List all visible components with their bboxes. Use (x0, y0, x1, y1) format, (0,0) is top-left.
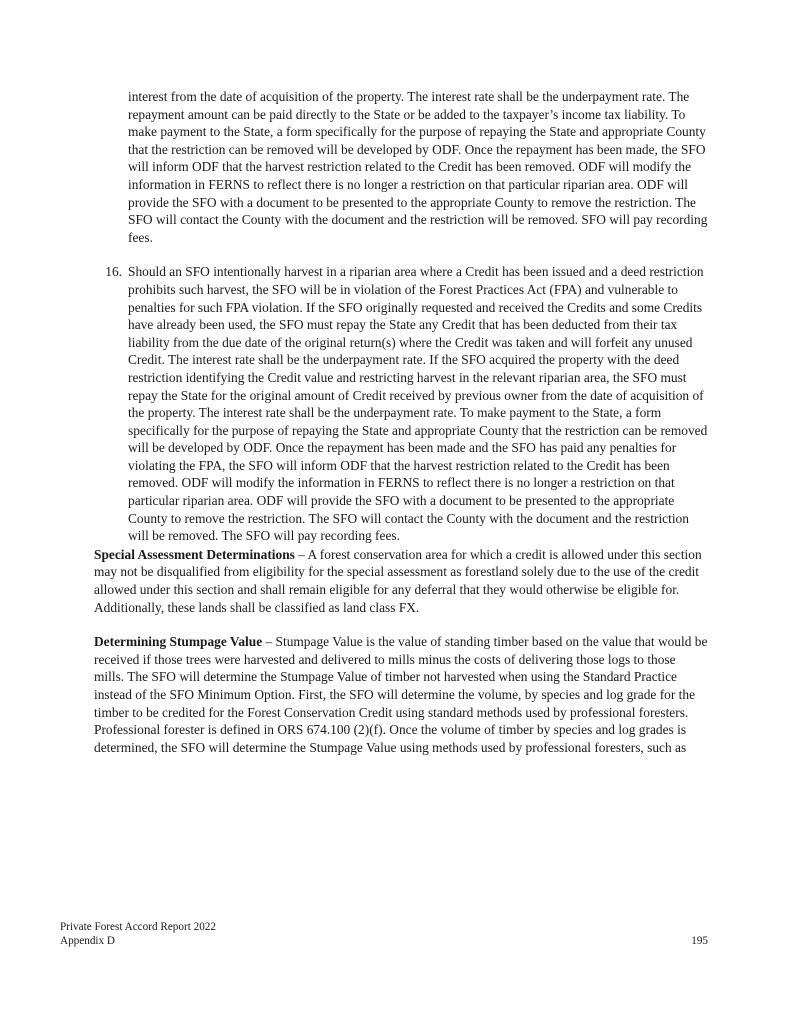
section-heading: Special Assessment Determinations (94, 546, 295, 562)
item-15-continuation: interest from the date of acquisition of the property. The interest rate shall be the underpayment rate. The repayment amount can be paid directly to the State or be added to the taxpayer’s income tax liability. To make payment to the State, a form specifically for the purpose of repaying the State and appropriate County that the restriction can be removed will be developed by ODF. Once the repayment has been made, the SFO will inform ODF that the harvest restriction related to the Credit has been removed. ODF will modify the information in FERNS to reflect there is no longer a restriction on that particular riparian area. ODF will provide the SFO with a document to be presented to the appropriate County to remove the restriction. The SFO will contact the County with the document and the restriction will be removed. SFO will pay recording fees. (128, 89, 708, 245)
list-item-number: 16. (105, 264, 122, 280)
page-number: 195 (691, 935, 708, 947)
footer-appendix: Appendix D (60, 935, 115, 947)
section-text: – A forest conservation area for which a credit is allowed under this section may not be disqualified from eligibility for the special assessment as forestland solely due to the use of the credit allowed under this section and shall remain eligible for any deferral that they would otherwise be eligible for. Additionally, these lands shall be classified as land class FX. (94, 546, 702, 615)
list-item-text: Should an SFO intentionally harvest in a riparian area where a Credit has been issued and a deed restriction prohibits such harvest, the SFO will be in violation of the Forest Practices Act (FPA) and vulnerable to penalties for such FPA violation. If the SFO originally requested and received the Credits and some Credits have already been used, the SFO must repay the State any Credit that has been deducted from their tax liability from the due date of the original return(s) where the Credit was taken and will forfeit any unused Credit. The interest rate shall be the underpayment rate. If the SFO acquired the property with the deed restriction identifying the Credit value and restricting harvest in the relevant riparian area, the SFO must repay the State for the original amount of Credit received by previous owner from the date of acquisition of the property. The interest rate shall be the underpayment rate. To make payment to the State, a form specifically for the purpose of repaying the State and appropriate County that the restriction can be removed will be developed by ODF. Once the repayment has been made and the SFO has paid any penalties for violating the FPA, the SFO will inform ODF that the harvest restriction related to the Credit has been removed. ODF will modify the information in FERNS to reflect there is no longer a restriction on that particular riparian area. ODF will provide the SFO with a document to be presented to the appropriate County to remove the restriction. The SFO will contact the County with the document and the restriction will be removed. The SFO will pay recording fees. (128, 264, 708, 544)
list-item-16 (94, 263, 708, 545)
stumpage-value-section (94, 633, 708, 756)
footer-report-title: Private Forest Accord Report 2022 (60, 921, 216, 933)
section-text: – Stumpage Value is the value of standing timber based on the value that would be received if those trees were harvested and delivered to mills minus the costs of delivering those logs to those mills. The SFO will determine the Stumpage Value of timber not harvested when using the Standard Practice instead of the SFO Minimum Option. First, the SFO will determine the volume, by species and log grade for the timber to be credited for the Forest Conservation Credit using standard methods used by professional foresters. Professional forester is defined in ORS 674.100 (2)(f). Once the volume of timber by species and log grades is determined, the SFO will determine the Stumpage Value using methods used by professional foresters, such as (94, 634, 708, 755)
section-heading: Determining Stumpage Value (94, 634, 263, 650)
special-assessment-section (94, 546, 708, 616)
page-body (94, 88, 708, 756)
page-footer (60, 920, 708, 948)
